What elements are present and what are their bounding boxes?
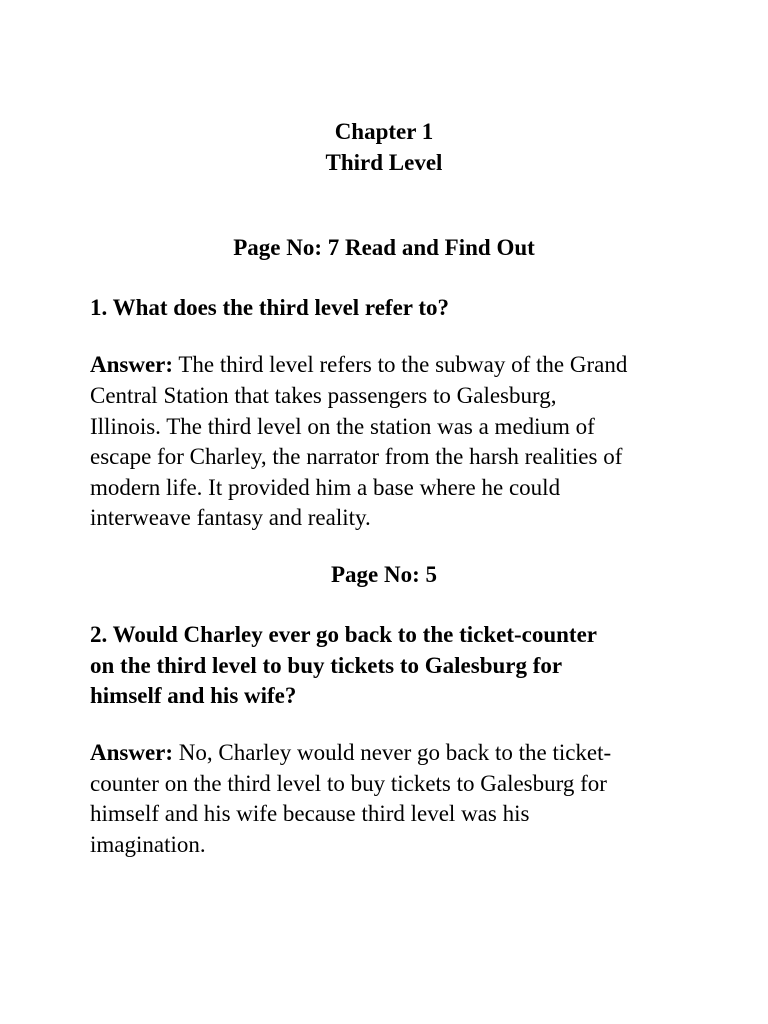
answer-1-line-4: escape for Charley, the narrator from the harsh realities of [90, 444, 623, 469]
section-heading-page-7: Page No: 7 Read and Find Out [233, 235, 535, 260]
answer-2-line-4: imagination. [90, 832, 206, 857]
answer-2-line-3: himself and his wife because third level was his [90, 801, 530, 826]
answer-2-line-1 [90, 737, 611, 768]
question-2-line-3: himself and his wife? [90, 683, 297, 708]
answer-2-line-2: counter on the third level to buy tickets to Galesburg for [90, 771, 607, 796]
answer-1-line-1 [90, 349, 627, 380]
answer-1-text: The third level refers to the subway of the Grand [173, 352, 628, 377]
question-2-line-1: 2. Would Charley ever go back to the ticket-counter [90, 622, 598, 647]
answer-label: Answer: [90, 352, 174, 377]
answer-1-line-3: Illinois. The third level on the station was a medium of [90, 414, 595, 439]
section-heading-page-5: Page No: 5 [330, 562, 438, 587]
answer-2-text: No, Charley would never go back to the ticket- [173, 740, 612, 765]
answer-label: Answer: [90, 740, 174, 765]
answer-1-line-5: modern life. It provided him a base where he could [90, 475, 561, 500]
question-2-line-2: on the third level to buy tickets to Galesburg for [90, 653, 563, 678]
answer-1-line-6: interweave fantasy and reality. [90, 505, 371, 530]
question-1: 1. What does the third level refer to? [90, 295, 450, 320]
answer-1-line-2: Central Station that takes passengers to Galesburg, [90, 383, 557, 408]
chapter-number: Chapter 1 [334, 119, 434, 144]
chapter-title: Third Level [325, 150, 443, 175]
